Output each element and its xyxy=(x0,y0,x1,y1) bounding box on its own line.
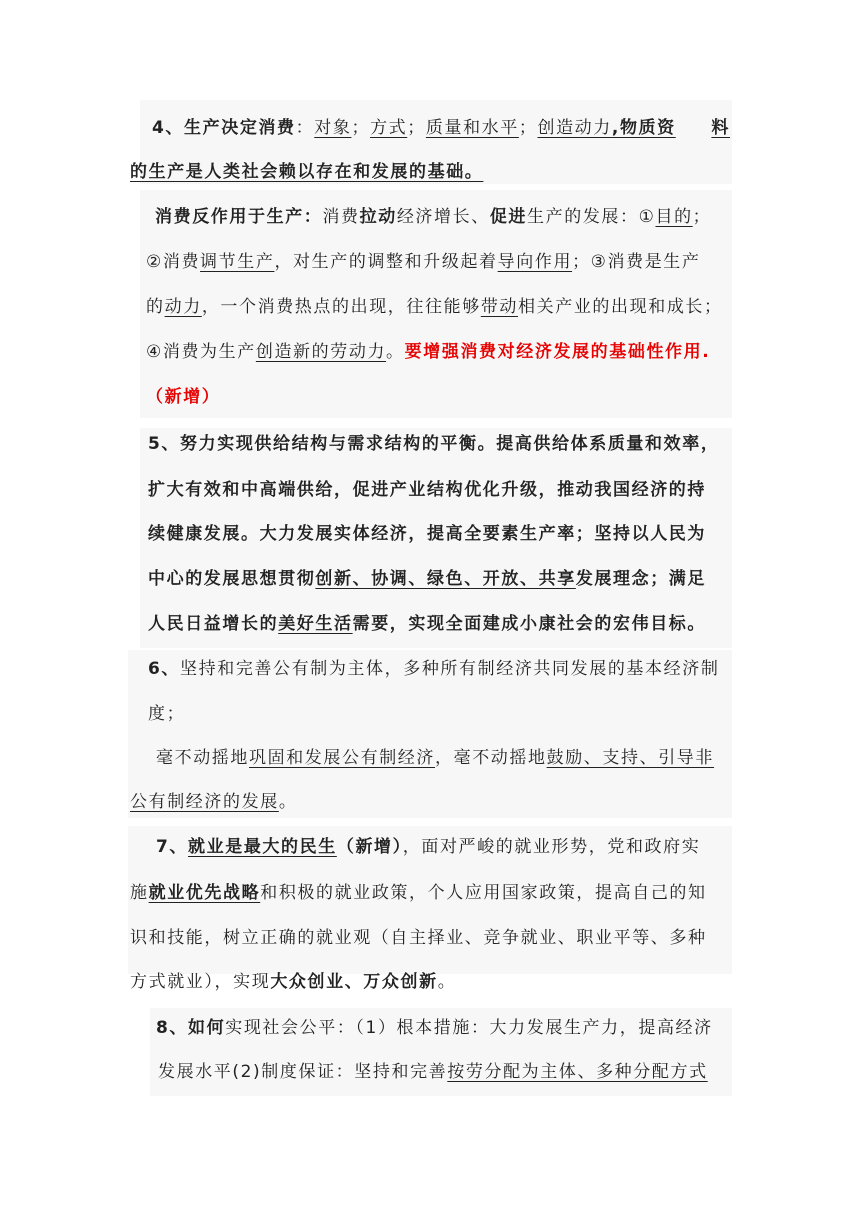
term-quality: 质量和水平 xyxy=(425,118,519,138)
p8-line-1 xyxy=(156,1016,713,1040)
text: ； xyxy=(518,118,538,138)
consume-line-2 xyxy=(146,250,701,274)
text: 8、如何 xyxy=(156,1018,226,1038)
consume-heading: 消费反作用于生产： xyxy=(155,207,323,227)
text: ： xyxy=(295,118,315,138)
text: 拉动 xyxy=(359,207,397,227)
text: 7、 xyxy=(156,837,189,857)
p5-line-1 xyxy=(148,432,719,456)
text: 实现社会公平：（1）根本措施：大力发展生产力，提高经济 xyxy=(225,1018,713,1038)
p5-line-5 xyxy=(148,612,706,636)
p4-heading: 4、生产决定消费 xyxy=(152,118,296,138)
text: 消费 xyxy=(322,207,360,227)
text: ； xyxy=(407,118,426,138)
p8-line-2 xyxy=(158,1060,708,1084)
text: 续健康发展。大力发展实体经济，提高全要素生产率；坚持以人民为 xyxy=(148,524,706,544)
term-five-concepts: 创新、协调、绿色、开放、共享 xyxy=(315,569,576,589)
text: 人民日益增长的 xyxy=(148,614,279,634)
text: ②消费 xyxy=(146,252,201,272)
term-method: 方式 xyxy=(370,118,408,138)
new-emphasis-text: 要增强消费对经济发展的基础性作用. xyxy=(404,342,711,362)
text: 6、 xyxy=(148,659,181,679)
p4-line-1 xyxy=(152,116,730,140)
text: 毫不动摇地 xyxy=(156,748,249,768)
term-object: 对象 xyxy=(314,118,352,138)
text: 经济增长、 xyxy=(396,207,490,227)
text: ，面对严峻的就业形势，党和政府实 xyxy=(402,837,701,857)
text: 的 xyxy=(146,297,165,317)
p5-line-3 xyxy=(148,522,706,546)
consume-line-3 xyxy=(146,295,723,319)
term-drive: 带动 xyxy=(480,297,519,317)
text: 扩大有效和中高端供给，促进产业结构优化升级，推动我国经济的持 xyxy=(148,480,706,500)
term-regulate: 调节生产 xyxy=(200,252,275,272)
consume-line-5 xyxy=(146,385,220,409)
p4-line-1-main xyxy=(152,116,676,140)
p7-line-2 xyxy=(130,881,707,905)
term-guide: 导向作用 xyxy=(497,252,573,272)
text: 方式就业），实现 xyxy=(130,972,271,992)
term-purpose: 目的 xyxy=(655,207,693,227)
consume-line-1 xyxy=(155,205,711,229)
p7-line-4 xyxy=(130,970,456,994)
text: 度； xyxy=(148,704,186,724)
text: 。 xyxy=(437,972,457,992)
term-employment-livelihood: 就业是最大的民生 xyxy=(188,837,337,857)
term-better-life: 美好生活 xyxy=(278,614,353,634)
text: ；③消费是生产 xyxy=(572,252,701,272)
term-consolidate-public: 巩固和发展公有制经济 xyxy=(249,748,435,768)
text: ； xyxy=(351,118,371,138)
p6-line-2 xyxy=(148,702,185,726)
text: ； xyxy=(692,207,712,227)
p6-line-4 xyxy=(130,790,297,814)
text: 中心的发展思想贯彻 xyxy=(148,569,316,589)
p5-line-4 xyxy=(148,567,706,591)
p6-line-1 xyxy=(148,657,719,681)
term-motivation: 创造动力 xyxy=(537,118,612,138)
text: 发展水平(2)制度保证：坚持和完善 xyxy=(158,1062,448,1082)
term-nonpublic-development: 公有制经济的发展 xyxy=(130,792,279,812)
p6-line-3 xyxy=(156,746,714,770)
text: 施 xyxy=(130,883,149,903)
text: ，对生产的调整和升级起着 xyxy=(274,252,498,272)
p7-line-3 xyxy=(130,926,707,950)
p4-line-2-text: 的生产是人类社会赖以存在和发展的基础。 xyxy=(130,162,484,182)
new-tag: （新增） xyxy=(146,387,221,407)
text: 促进 xyxy=(489,207,528,227)
term-encourage-nonpublic: 鼓励、支持、引导非 xyxy=(546,748,715,768)
text: 坚持和完善公有制为主体，多种所有制经济共同发展的基本经济制 xyxy=(180,659,720,679)
p4-line-1-end: 料 xyxy=(711,118,730,138)
text: ，一个消费热点的出现，往往能够 xyxy=(201,297,481,317)
text: （新增） xyxy=(336,837,403,857)
text: 和积极的就业政策，个人应用国家政策，提高自己的知 xyxy=(260,883,707,903)
text: ，毫不动摇地 xyxy=(435,748,547,768)
p4-line-1-tail: ,物质资 xyxy=(611,118,676,138)
term-employment-first: 就业优先战略 xyxy=(148,883,261,903)
text: 发展理念；满足 xyxy=(575,569,707,589)
text: 。 xyxy=(386,342,405,362)
consume-line-4 xyxy=(146,340,710,364)
text: 。 xyxy=(278,792,298,812)
term-new-labor: 创造新的劳动力 xyxy=(255,342,387,362)
text: 5、努力实现供给结构与需求结构的平衡。提高供给体系质量和效率， xyxy=(148,434,720,454)
text: 生产的发展：① xyxy=(527,207,656,227)
term-distribution: 按劳分配为主体、多种分配方式 xyxy=(447,1062,708,1082)
text: 相关产业的出现和成长； xyxy=(518,297,723,317)
text: 大众创业、万众创新 xyxy=(270,972,438,992)
p7-line-1 xyxy=(156,835,700,859)
p4-line-2 xyxy=(130,160,483,184)
text: 识和技能，树立正确的就业观（自主择业、竞争就业、职业平等、多种 xyxy=(130,928,707,948)
text: 需要，实现全面建成小康社会的宏伟目标。 xyxy=(352,614,707,634)
p5-line-2 xyxy=(148,478,706,502)
text: ④消费为生产 xyxy=(146,342,256,362)
term-power: 动力 xyxy=(164,297,202,317)
